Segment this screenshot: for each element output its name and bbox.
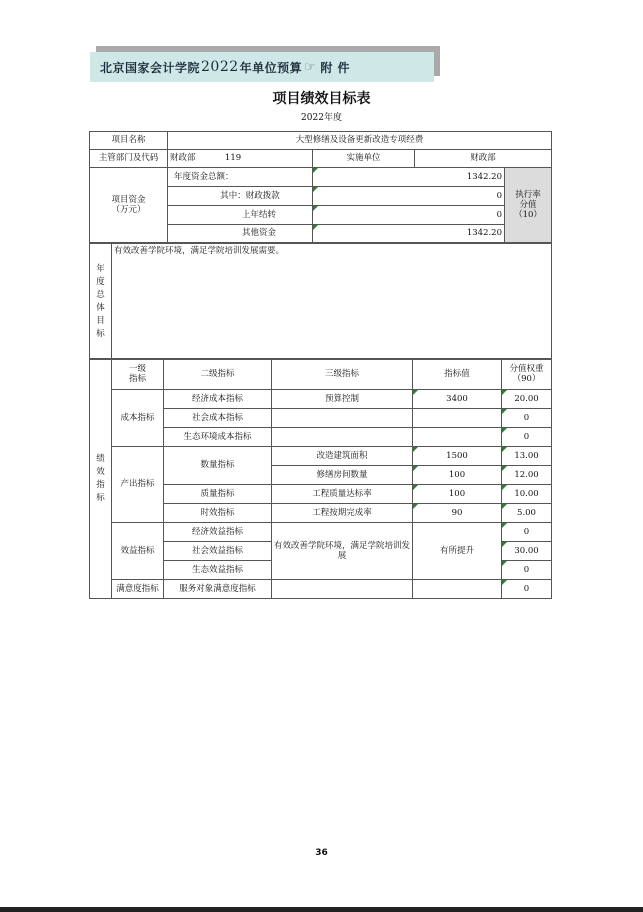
green-flag-icon xyxy=(313,187,318,192)
table-row-l3: 工程按期完成率 xyxy=(272,504,413,523)
exec-rate-label: 执行率 分值 （10） xyxy=(505,168,552,243)
funds-label: 项目资金 （万元） xyxy=(90,168,168,243)
green-flag-icon xyxy=(502,504,507,509)
table-row-weight: 0 xyxy=(502,409,552,428)
table-row-l3 xyxy=(272,409,413,428)
social-benefit-l3: 有效改善学院环境，满足学院培训发展 xyxy=(272,523,413,580)
green-flag-icon xyxy=(502,447,507,452)
table-row-val xyxy=(413,409,502,428)
dept-code: 119 xyxy=(224,153,242,164)
funds-total-label: 年度资金总额： xyxy=(168,168,313,187)
performance-table xyxy=(89,358,552,599)
impl-value: 财政部 xyxy=(415,150,552,168)
project-name-label: 项目名称 xyxy=(90,132,168,150)
green-flag-icon xyxy=(502,523,507,528)
table-row-val: 3400 xyxy=(413,390,502,409)
green-flag-icon xyxy=(502,466,507,471)
page-subtitle: 2022年度 xyxy=(301,113,342,123)
funds-total-value: 1342.20 xyxy=(313,168,505,187)
col-l1-header: 一级 指标 xyxy=(112,359,164,390)
table-row-l3: 工程质量达标率 xyxy=(272,485,413,504)
table-row-val xyxy=(413,428,502,447)
green-flag-icon xyxy=(502,390,507,395)
satisfaction-label: 满意度指标 xyxy=(112,580,164,599)
social-benefit-val: 有所提升 xyxy=(413,523,502,580)
table-row-weight: 5.00 xyxy=(502,504,552,523)
table-row-weight: 20.00 xyxy=(502,390,552,409)
header-middle: 年单位预算 xyxy=(239,60,303,75)
col-l3-header: 三级指标 xyxy=(272,359,413,390)
funds-other-label: 其他资金 xyxy=(168,225,313,243)
page-title: 项目绩效目标表 xyxy=(272,91,371,107)
funds-fiscal-label: 其中：财政拨款 xyxy=(168,187,313,206)
green-flag-icon xyxy=(313,206,318,211)
green-flag-icon xyxy=(413,447,418,452)
green-flag-icon xyxy=(502,428,507,433)
table-row-l3 xyxy=(272,580,413,599)
header-prefix: 北京国家会计学院 xyxy=(100,60,201,75)
green-flag-icon xyxy=(413,390,418,395)
cost-label: 成本指标 xyxy=(112,390,164,447)
green-flag-icon xyxy=(502,409,507,414)
table-row-weight: 0 xyxy=(502,580,552,599)
annual-goal-label: 年度总体目标 xyxy=(90,244,112,360)
green-flag-icon xyxy=(502,542,507,547)
table-row-l2: 社会成本指标 xyxy=(164,409,272,428)
header-banner xyxy=(90,52,434,82)
table-row-l3: 修缮房间数量 xyxy=(272,466,413,485)
annual-goal-table xyxy=(89,243,552,360)
col-val-header: 指标值 xyxy=(413,359,502,390)
funds-other-value: 1342.20 xyxy=(313,225,505,243)
hand-pointer-icon: ☞ xyxy=(304,59,317,75)
dept-cell xyxy=(168,150,313,168)
col-weight-header: 分值权重 （90） xyxy=(502,359,552,390)
header-year: 2022 xyxy=(201,59,239,75)
funds-carryover-label: 上年结转 xyxy=(168,206,313,225)
header-suffix: 附 件 xyxy=(320,60,351,75)
table-row-weight: 0 xyxy=(502,561,552,580)
table-row-l2: 质量指标 xyxy=(164,485,272,504)
dept-value: 财政部 xyxy=(170,153,196,164)
table-row-l3: 预算控制 xyxy=(272,390,413,409)
perf-label: 绩效指标 xyxy=(90,359,112,599)
green-flag-icon xyxy=(313,225,318,230)
table-row-val xyxy=(413,580,502,599)
quantity-label: 数量指标 xyxy=(164,447,272,485)
table-row-l2: 生态环境成本指标 xyxy=(164,428,272,447)
output-label: 产出指标 xyxy=(112,447,164,523)
project-info-table xyxy=(89,131,552,243)
benefit-label: 效益指标 xyxy=(112,523,164,580)
green-flag-icon xyxy=(413,466,418,471)
table-row-l2: 经济效益指标 xyxy=(164,523,272,542)
table-row-l2: 社会效益指标 xyxy=(164,542,272,561)
table-row-val: 1500 xyxy=(413,447,502,466)
col-l2-header: 二级指标 xyxy=(164,359,272,390)
green-flag-icon xyxy=(413,504,418,509)
green-flag-icon xyxy=(313,168,318,173)
table-row-weight: 0 xyxy=(502,428,552,447)
table-row-val: 90 xyxy=(413,504,502,523)
table-row-l2: 经济成本指标 xyxy=(164,390,272,409)
table-row-weight: 0 xyxy=(502,523,552,542)
table-row-val: 100 xyxy=(413,485,502,504)
table-row-weight: 10.00 xyxy=(502,485,552,504)
impl-label: 实施单位 xyxy=(313,150,415,168)
table-row-weight: 12.00 xyxy=(502,466,552,485)
funds-carryover-value: 0 xyxy=(313,206,505,225)
table-row-weight: 13.00 xyxy=(502,447,552,466)
bottom-edge xyxy=(0,907,643,912)
project-name-value: 大型修缮及设备更新改造专项经费 xyxy=(168,132,552,150)
dept-label: 主管部门及代码 xyxy=(90,150,168,168)
table-row-weight: 30.00 xyxy=(502,542,552,561)
page-number: 36 xyxy=(315,848,328,858)
table-row-l2: 服务对象满意度指标 xyxy=(164,580,272,599)
table-row-val: 100 xyxy=(413,466,502,485)
green-flag-icon xyxy=(502,580,507,585)
green-flag-icon xyxy=(413,485,418,490)
table-row-l3: 改造建筑面积 xyxy=(272,447,413,466)
table-row-l3 xyxy=(272,428,413,447)
annual-goal-text: 有效改善学院环境，满足学院培训发展需要。 xyxy=(112,244,552,360)
table-row-l2: 生态效益指标 xyxy=(164,561,272,580)
green-flag-icon xyxy=(502,561,507,566)
table-row-l2: 时效指标 xyxy=(164,504,272,523)
funds-fiscal-value: 0 xyxy=(313,187,505,206)
green-flag-icon xyxy=(502,485,507,490)
